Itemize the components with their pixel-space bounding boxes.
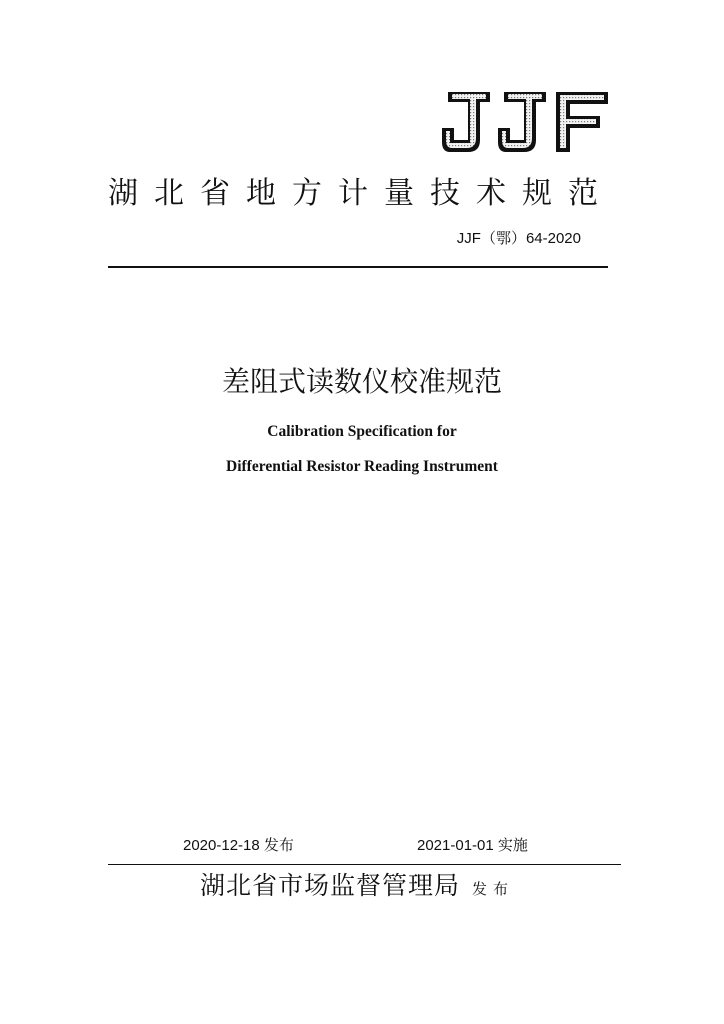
publisher-name: 湖北省市场监督管理局	[200, 871, 461, 900]
document-number: JJF（鄂）64-2020	[456, 230, 581, 247]
document-title-chinese: 差阻式读数仪校准规范	[221, 365, 502, 398]
document-title-english-line1: Calibration Specification for	[267, 423, 457, 440]
series-title: 湖北省地方计量技术规范	[108, 176, 614, 211]
jjf-logo-icon	[440, 88, 610, 156]
publisher	[200, 868, 514, 907]
publisher-suffix: 发布	[472, 880, 515, 898]
document-title-english-line2: Differential Resistor Reading Instrument	[226, 458, 498, 475]
issue-date: 2020-12-18 发布	[183, 837, 294, 854]
header-divider	[108, 266, 608, 268]
footer-divider	[108, 864, 621, 865]
effective-date: 2021-01-01 实施	[417, 837, 528, 854]
